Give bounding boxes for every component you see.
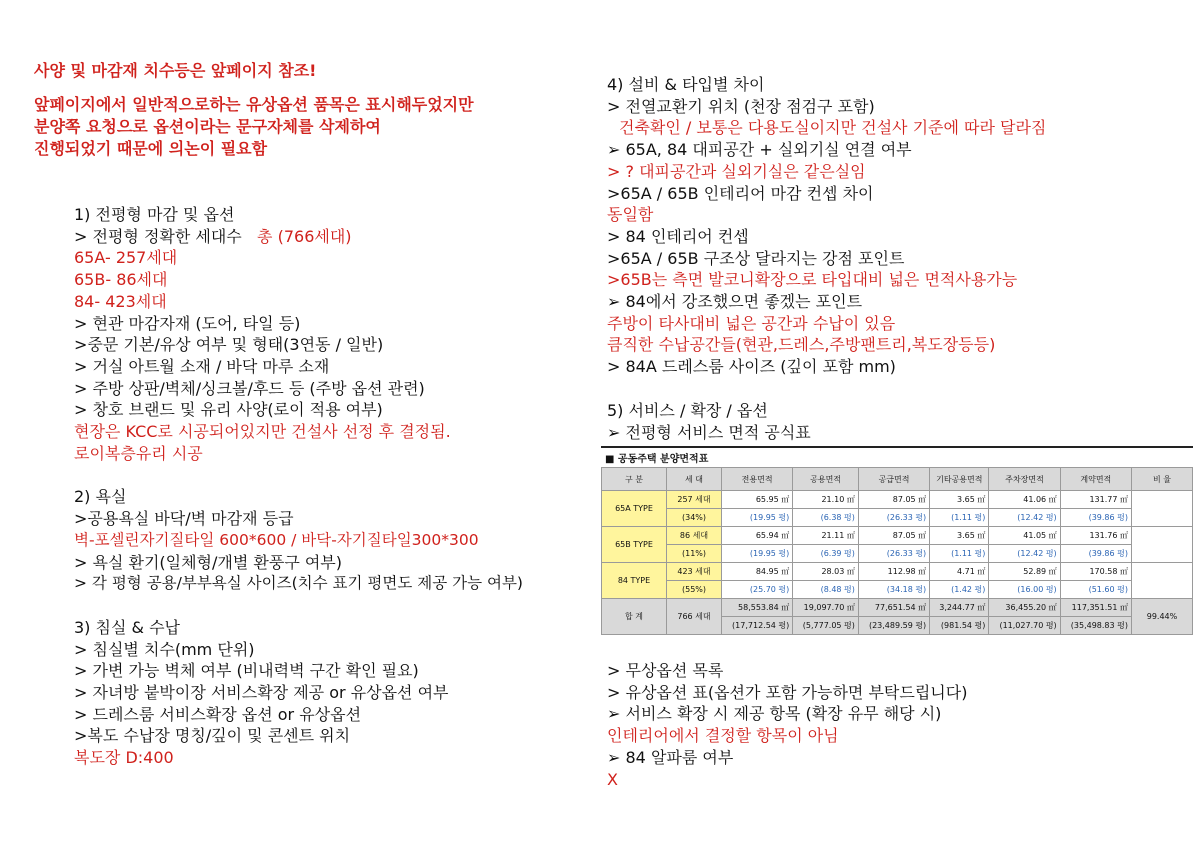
units-84: 84- 423세대 — [74, 291, 167, 311]
table-row — [602, 527, 1193, 545]
section-5-title: 5) 서비스 / 확장 / 옵션 — [607, 400, 768, 420]
table-cell: 84.95 ㎡ — [722, 563, 793, 581]
table-row — [602, 581, 1193, 599]
section-3-title: 3) 침실 & 수납 — [74, 617, 180, 637]
alpha-room-question: ➢ 84 알파룸 여부 — [607, 747, 734, 767]
table-header-row — [602, 468, 1193, 491]
kitchen-question: > 주방 상판/벽체/싱크볼/후드 등 (주방 옵션 관련) — [74, 378, 425, 398]
hallway-storage-question: >복도 수납장 명칭/깊이 및 콘센트 위치 — [74, 726, 351, 746]
window-answer-1: 현장은 KCC로 시공되어있지만 건설사 선정 후 결정됨. — [74, 422, 451, 442]
table-cell: 36,455.20 ㎡ — [989, 599, 1060, 617]
window-answer-2: 로이복층유리 시공 — [74, 443, 203, 463]
table-cell: (981.54 평) — [930, 617, 989, 635]
table-cell: (12.42 평) — [989, 509, 1060, 527]
built-in-question: > 자녀방 붙박이장 서비스확장 제공 or 유상옵션 여부 — [74, 683, 449, 703]
table-cell: 19,097.70 ㎡ — [793, 599, 859, 617]
bath-size-question: > 각 평형 공용/부부욕실 사이즈(치수 표기 평면도 제공 가능 여부) — [74, 574, 523, 593]
alpha-room-answer: X — [607, 769, 618, 789]
units-65a: 65A- 257세대 — [74, 248, 178, 268]
table-cell: (16.00 평) — [989, 581, 1060, 599]
units-cell: 257 세대 — [667, 491, 722, 509]
table-row — [602, 509, 1193, 527]
ratio-cell — [1132, 563, 1193, 599]
table-cell: 21.10 ㎡ — [793, 491, 859, 509]
table-cell: (17,712.54 평) — [722, 617, 793, 635]
table-cell: 58,553.84 ㎡ — [722, 599, 793, 617]
note-line-2: 분양쪽 요청으로 옵션이라는 문구자체를 삭제하여 — [34, 117, 381, 136]
total-label: 합 계 — [602, 599, 667, 635]
table-cell: 3,244.77 ㎡ — [930, 599, 989, 617]
table-cell: 170.58 ㎡ — [1060, 563, 1131, 581]
col-header: 주차장면적 — [989, 468, 1060, 491]
table-cell: (6.39 평) — [793, 545, 859, 563]
table-cell: (19.95 평) — [722, 545, 793, 563]
table-cell: (11,027.70 평) — [989, 617, 1060, 635]
section-2-title: 2) 욕실 — [74, 487, 127, 507]
col-header: 계약면적 — [1060, 468, 1131, 491]
point-84-answer-2: 큼직한 수납공간들(현관,드레스,주방팬트리,복도장등등) — [607, 335, 996, 355]
hallway-storage-answer: 복도장 D:400 — [74, 748, 174, 768]
table-cell: 131.76 ㎡ — [1060, 527, 1131, 545]
left-column — [74, 204, 523, 769]
table-cell: 65.94 ㎡ — [722, 527, 793, 545]
note-reference: 사양 및 마감재 치수등은 앞페이지 참조! — [34, 61, 317, 80]
table-cell: 28.03 ㎡ — [793, 563, 859, 581]
total-row — [602, 599, 1193, 617]
shelter-question: ➢ 65A, 84 대피공간 + 실외기실 연결 여부 — [607, 140, 912, 160]
col-header: 전용면적 — [722, 468, 793, 491]
table-cell: 41.05 ㎡ — [989, 527, 1060, 545]
table-cell: 3.65 ㎡ — [930, 491, 989, 509]
pct-cell: (55%) — [667, 581, 722, 599]
table-cell: (35,498.83 평) — [1060, 617, 1131, 635]
section-4-title: 4) 설비 & 타입별 차이 — [607, 75, 765, 94]
col-header: 공용면적 — [793, 468, 859, 491]
type-cell: 65A TYPE — [602, 491, 667, 527]
service-area-question: ➢ 전평형 서비스 면적 공식표 — [607, 422, 811, 442]
table-cell: 21.11 ㎡ — [793, 527, 859, 545]
hrv-answer: 건축확인 / 보통은 다용도실이지만 건설사 기준에 따라 달라짐 — [619, 118, 1047, 138]
concept-answer: 동일함 — [607, 205, 654, 225]
concept-84-question: > 84 인테리어 컨셉 — [607, 226, 749, 246]
note-line-3: 진행되었기 때문에 의논이 필요함 — [34, 139, 268, 158]
table-cell: 87.05 ㎡ — [858, 527, 929, 545]
type-cell: 84 TYPE — [602, 563, 667, 599]
table-cell: (19.95 평) — [722, 509, 793, 527]
total-ratio: 99.44% — [1132, 599, 1193, 635]
table-cell: (39.86 평) — [1060, 509, 1131, 527]
units-cell: 423 세대 — [667, 563, 722, 581]
col-header: 세 대 — [667, 468, 722, 491]
table-row — [602, 563, 1193, 581]
dressroom-question: > 드레스룸 서비스확장 옵션 or 유상옵션 — [74, 704, 362, 724]
table-cell: 77,651.54 ㎡ — [858, 599, 929, 617]
col-header: 비 율 — [1132, 468, 1193, 491]
table-cell: (1.11 평) — [930, 545, 989, 563]
table-cell: (26.33 평) — [858, 509, 929, 527]
table-cell: 52.89 ㎡ — [989, 563, 1060, 581]
table-cell: (12.42 평) — [989, 545, 1060, 563]
table-cell: 131.77 ㎡ — [1060, 491, 1131, 509]
area-table-caption: ■ 공동주택 분양면적표 — [601, 446, 1193, 467]
table-cell: 65.95 ㎡ — [722, 491, 793, 509]
col-header: 구 분 — [602, 468, 667, 491]
total-units: 766 세대 — [667, 599, 722, 635]
col-header: 공급면적 — [858, 468, 929, 491]
pct-cell: (11%) — [667, 545, 722, 563]
point-84-question: ➢ 84에서 강조했으면 좋겠는 포인트 — [607, 292, 863, 312]
right-column-bottom — [607, 660, 967, 790]
table-cell: (1.11 평) — [930, 509, 989, 527]
bath-finish-question: >공용욕실 바닥/벽 마감재 등급 — [74, 509, 294, 529]
units-question: > 전평형 정확한 세대수 총 (766세대) — [74, 226, 352, 246]
units-cell: 86 세대 — [667, 527, 722, 545]
window-question: > 창호 브랜드 및 유리 사양(로이 적용 여부) — [74, 400, 383, 420]
table-cell: (23,489.59 평) — [858, 617, 929, 635]
table-cell: (51.60 평) — [1060, 581, 1131, 599]
note-line-1: 앞페이지에서 일반적으로하는 유상옵션 품목은 표시해두었지만 — [34, 95, 474, 114]
bedroom-dim-question: > 침실별 치수(mm 단위) — [74, 639, 255, 659]
table-cell: (39.86 평) — [1060, 545, 1131, 563]
type-cell: 65B TYPE — [602, 527, 667, 563]
concept-question: >65A / 65B 인테리어 마감 컨셉 차이 — [607, 183, 874, 203]
table-cell: 112.98 ㎡ — [858, 563, 929, 581]
area-table — [601, 467, 1193, 635]
col-header: 기타공용면적 — [930, 468, 989, 491]
table-row — [602, 545, 1193, 563]
structure-question: >65A / 65B 구조상 달라지는 강점 포인트 — [607, 248, 905, 268]
living-room-question: > 거실 아트월 소재 / 바닥 마루 소재 — [74, 356, 330, 376]
section-1-title: 1) 전평형 마감 및 옵션 — [74, 205, 235, 224]
pct-cell: (34%) — [667, 509, 722, 527]
ratio-cell — [1132, 491, 1193, 527]
extension-answer: 인테리어에서 결정할 항목이 아님 — [607, 726, 839, 746]
table-cell: 4.71 ㎡ — [930, 563, 989, 581]
table-cell: 3.65 ㎡ — [930, 527, 989, 545]
table-cell: (26.33 평) — [858, 545, 929, 563]
table-cell: (34.18 평) — [858, 581, 929, 599]
units-total-answer: 총 (766세대) — [257, 226, 352, 246]
table-cell: (8.48 평) — [793, 581, 859, 599]
paid-options-question: > 유상옵션 표(옵션가 포함 가능하면 부탁드립니다) — [607, 682, 968, 702]
area-table-block — [601, 446, 1193, 635]
table-cell: 41.06 ㎡ — [989, 491, 1060, 509]
bath-vent-question: > 욕실 환기(일체형/개별 환풍구 여부) — [74, 552, 343, 572]
point-84-answer-1: 주방이 타사대비 넓은 공간과 수납이 있음 — [607, 313, 896, 333]
units-65b: 65B- 86세대 — [74, 270, 168, 290]
right-column — [607, 74, 1046, 443]
hrv-question: > 전열교환기 위치 (천장 점검구 포함) — [607, 96, 875, 116]
ratio-cell — [1132, 527, 1193, 563]
free-options-question: > 무상옵션 목록 — [607, 661, 724, 680]
table-cell: (5,777.05 평) — [793, 617, 859, 635]
table-row — [602, 491, 1193, 509]
structure-answer: >65B는 측면 발코니확장으로 타입대비 넓은 면적사용가능 — [607, 270, 1018, 290]
table-cell: (1.42 평) — [930, 581, 989, 599]
shelter-answer: > ? 대피공간과 실외기실은 같은실임 — [607, 161, 866, 181]
table-cell: 117,351.51 ㎡ — [1060, 599, 1131, 617]
bath-finish-answer: 벽-포셀린자기질타일 600*600 / 바닥-자기질타일300*300 — [74, 530, 479, 549]
dressroom-size-question: > 84A 드레스룸 사이즈 (깊이 포함 mm) — [607, 357, 896, 377]
middle-door-question: >중문 기본/유상 여부 및 형태(3연동 / 일반) — [74, 335, 384, 355]
table-cell: (25.70 평) — [722, 581, 793, 599]
table-cell: 87.05 ㎡ — [858, 491, 929, 509]
extension-question: ➢ 서비스 확장 시 제공 항목 (확장 유무 해당 시) — [607, 704, 942, 724]
variable-wall-question: > 가변 가능 벽체 여부 (비내력벽 구간 확인 필요) — [74, 661, 419, 681]
entrance-question: > 현관 마감자재 (도어, 타일 등) — [74, 313, 301, 333]
table-cell: (6.38 평) — [793, 509, 859, 527]
top-notes — [34, 60, 474, 160]
